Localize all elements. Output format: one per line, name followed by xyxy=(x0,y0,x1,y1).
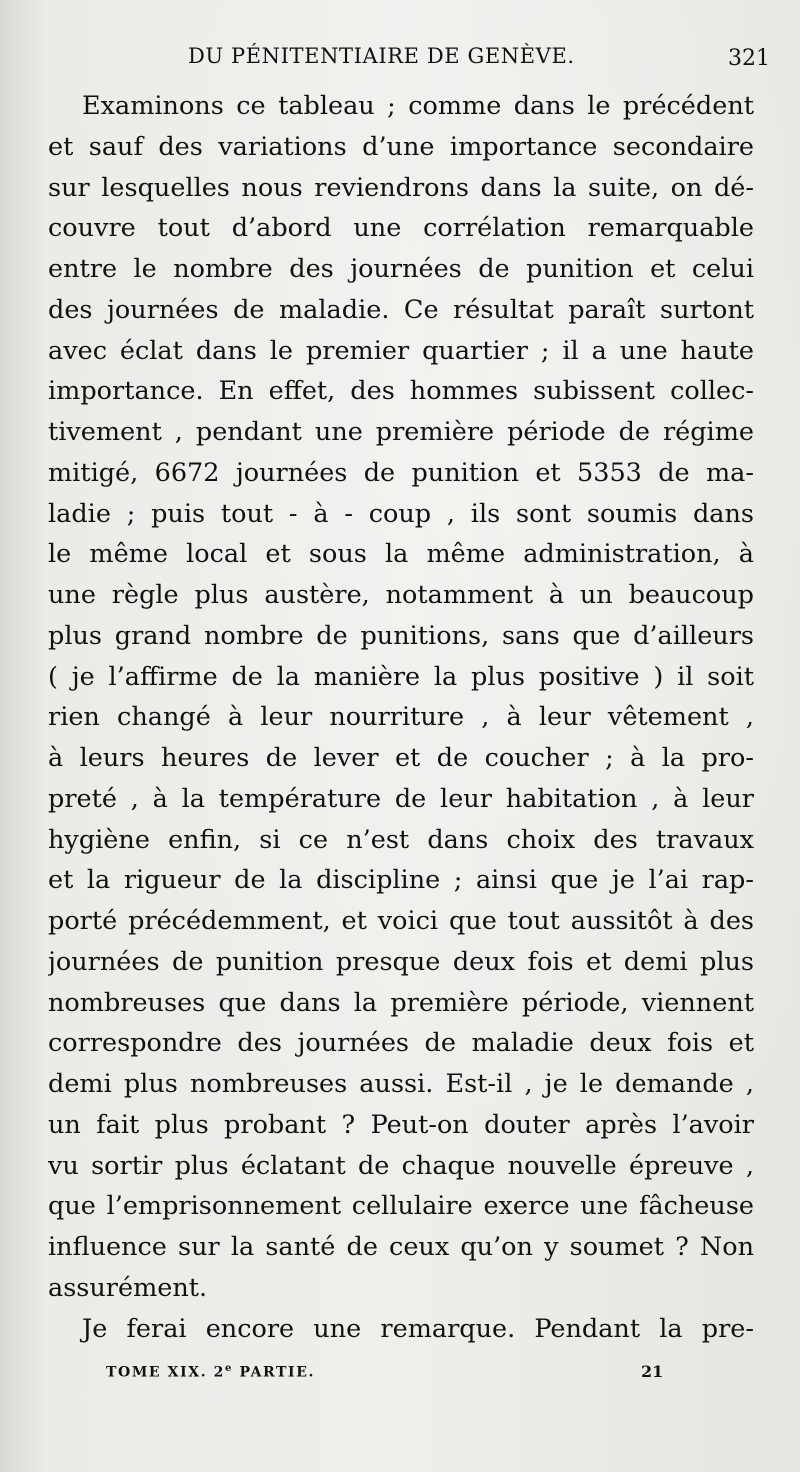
text-line: que l’emprisonnement cellulaire exerce une fâcheuse xyxy=(48,1191,754,1222)
text-line: une règle plus austère, notamment à un beaucoup xyxy=(48,580,754,610)
text-line: ( je l’affirme de la manière la plus positive ) il soit xyxy=(48,661,754,692)
text-line: journées de punition presque deux fois et demi plus xyxy=(48,946,754,977)
text-line: assurément. xyxy=(48,1272,208,1303)
signature-number: 21 xyxy=(641,1362,664,1381)
text-line: nombreuses que dans la première période, viennent xyxy=(48,987,754,1018)
text-line: un fait plus probant ? Peut-on douter après l’avoir xyxy=(48,1109,754,1140)
text-line: importance. En effet, des hommes subissent collec- xyxy=(48,376,754,407)
text-line: plus grand nombre de punitions, sans que d’ailleurs xyxy=(48,620,754,651)
text-line: entre le nombre des journées de punition et celui xyxy=(48,254,754,284)
text-line: et sauf des variations d’une importance secondaire xyxy=(48,131,754,162)
running-title: DU PÉNITENTIAIRE DE GENÈVE. xyxy=(188,44,575,68)
text-line: des journées de maladie. Ce résultat paraît surtont xyxy=(48,294,754,325)
text-line: ladie ; puis tout - à - coup , ils sont soumis dans xyxy=(48,498,754,529)
text-line: mitigé, 6672 journées de punition et 5353 de ma- xyxy=(48,457,754,488)
signature-part: PARTIE. xyxy=(233,1364,315,1381)
text-line: tivement , pendant une première période de régime xyxy=(48,417,754,447)
text-line: correspondre des journées de maladie deux fois et xyxy=(48,1028,754,1059)
text-line: Je ferai encore une remarque. Pendant la pre- xyxy=(82,1313,754,1344)
text-line: vu sortir plus éclatant de chaque nouvelle épreuve , xyxy=(48,1150,754,1181)
text-line: le même local et sous la même administration, à xyxy=(48,539,754,570)
page-number: 321 xyxy=(728,46,770,71)
text-line: à leurs heures de lever et de coucher ; à la pro- xyxy=(48,743,754,773)
text-line: sur lesquelles nous reviendrons dans la suite, on dé- xyxy=(48,172,754,203)
text-line: porté précédemment, et voici que tout aussitôt à des xyxy=(48,906,754,936)
text-line: Examinons ce tableau ; comme dans le précédent xyxy=(82,91,754,121)
text-line: et la rigueur de la discipline ; ainsi que je l’ai rap- xyxy=(48,865,754,896)
text-line: couvre tout d’abord une corrélation remarquable xyxy=(48,213,754,244)
text-line: avec éclat dans le premier quartier ; il a une haute xyxy=(48,335,754,366)
page-footer xyxy=(0,1363,800,1389)
page-header xyxy=(0,44,800,78)
text-line: influence sur la santé de ceux qu’on y soumet ? Non xyxy=(48,1232,754,1262)
body-text xyxy=(48,86,754,1349)
signature-volume: TOME XIX. 2 xyxy=(106,1364,226,1381)
text-line: rien changé à leur nourriture , à leur vêtement , xyxy=(48,702,754,733)
signature-superscript: e xyxy=(225,1363,233,1374)
text-line: preté , à la température de leur habitation , à leur xyxy=(48,783,754,814)
text-line: demi plus nombreuses aussi. Est-il , je le demande , xyxy=(48,1069,754,1099)
text-line: hygiène enfin, si ce n’est dans choix des travaux xyxy=(48,824,754,855)
signature-mark xyxy=(106,1363,315,1381)
